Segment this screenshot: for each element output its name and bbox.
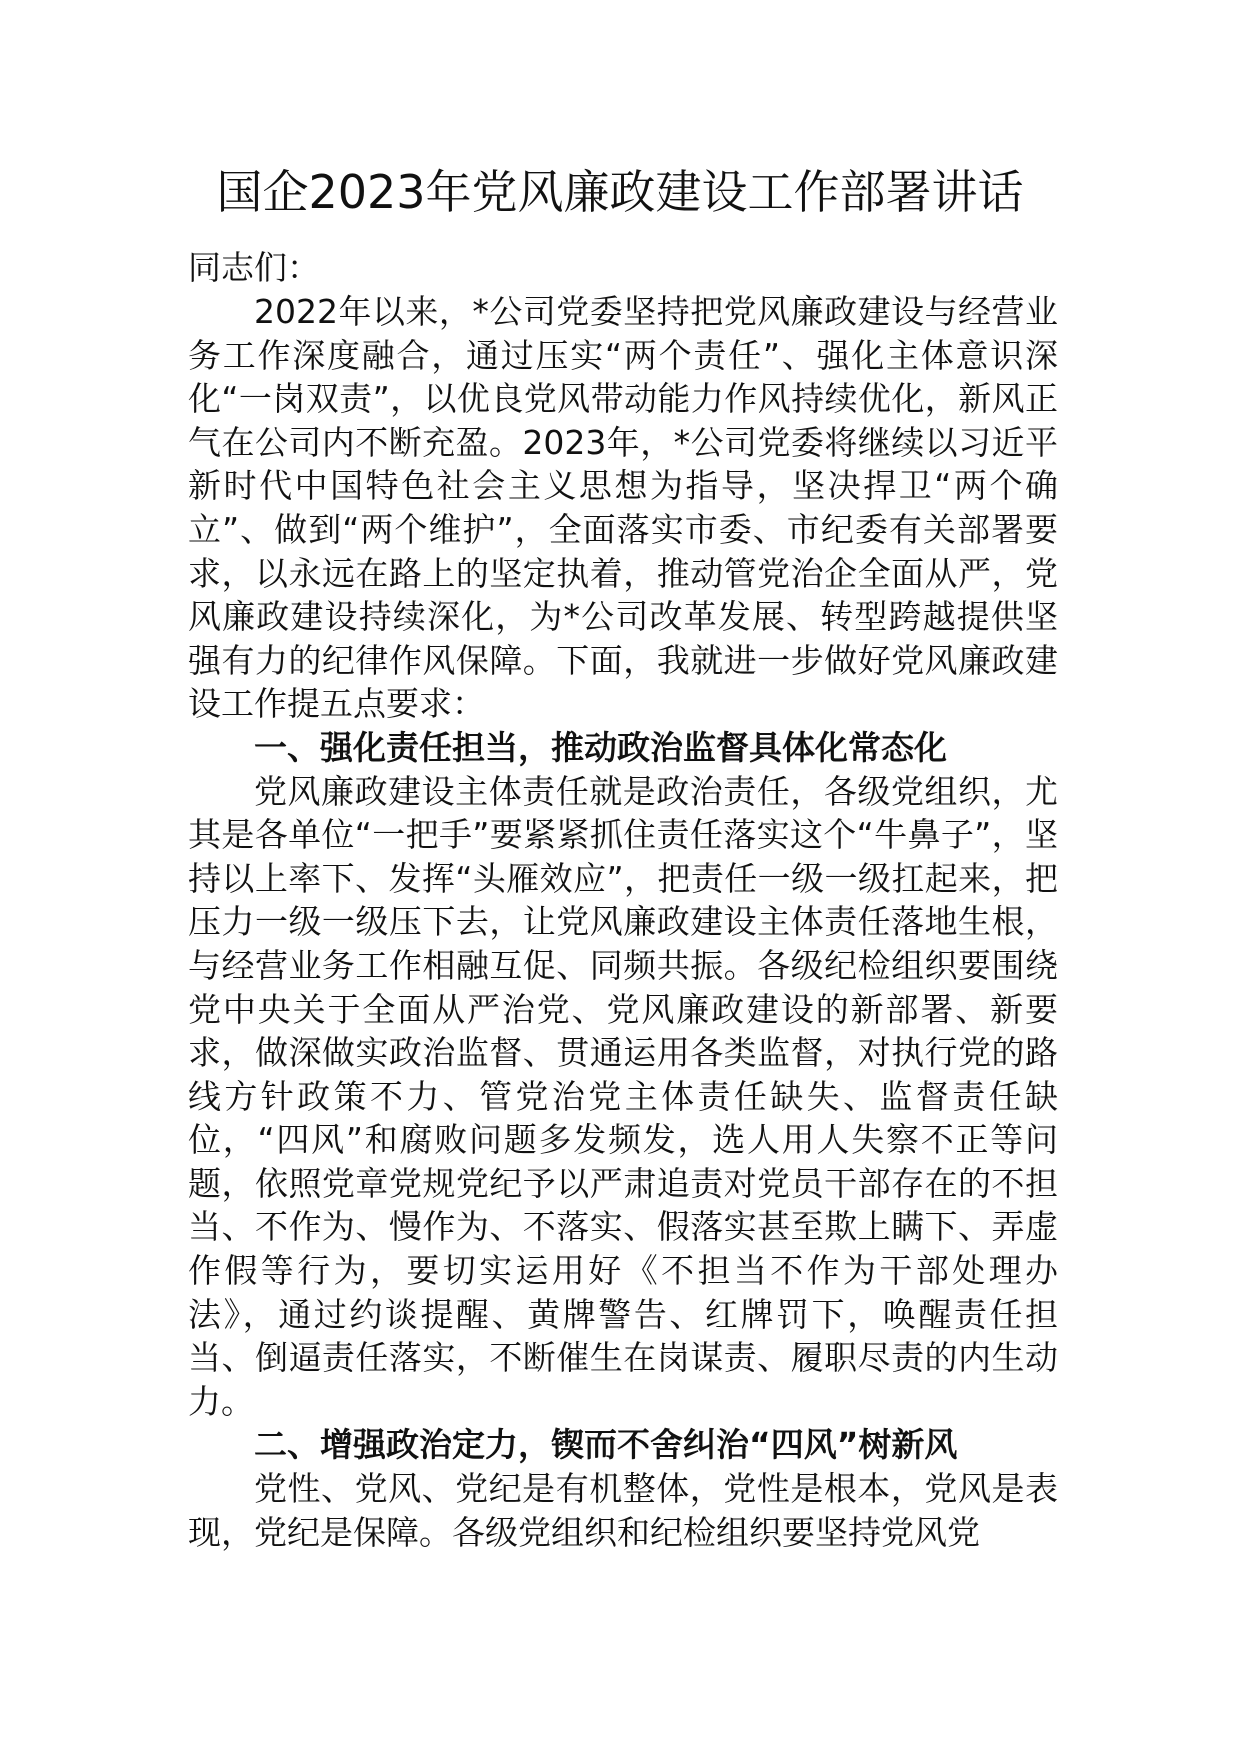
intro-paragraph: 2022年以来，*公司党委坚持把党风廉政建设与经营业务工作深度融合，通过压实“两个责任”、强化主体意识深化“一岗双责”，以优良党风带动能力作风持续优化，新风正气在公司内不断充盈。2023年，*公司党委将继续以习近平新时代中国特色社会主义思想为指导，坚决捍卫“两个确立”、做到“两个维护”，全面落实市委、市纪委有关部署要求，以永远在路上的坚定执着，推动管党治企全面从严，党风廉政建设持续深化，为*公司改革发展、转型跨越提供坚强有力的纪律作风保障。下面，我就进一步做好党风廉政建设工作提五点要求： (188, 292, 1058, 724)
salutation: 同志们： (188, 248, 320, 287)
section-1-paragraph: 党风廉政建设主体责任就是政治责任，各级党组织，尤其是各单位“一把手”要紧紧抓住责任落实这个“牛鼻子”，坚持以上率下、发挥“头雁效应”，把责任一级一级扛起来，把压力一级一级压下去，让党风廉政建设主体责任落地生根，与经营业务工作相融互促、同频共振。各级纪检组织要围绕党中央关于全面从严治党、党风廉政建设的新部署、新要求，做深做实政治监督、贯通运用各类监督，对执行党的路线方针政策不力、管党治党主体责任缺失、监督责任缺位，“四风”和腐败问题多发频发，选人用人失察不正等问题，依照党章党规党纪予以严肃追责对党员干部存在的不担当、不作为、慢作为、不落实、假落实甚至欺上瞒下、弄虚作假等行为，要切实运用好《不担当不作为干部处理办法》，通过约谈提醒、黄牌警告、红牌罚下，唤醒责任担当、倒逼责任落实，不断催生在岗谋责、履职尽责的内生动力。 (188, 771, 1058, 1421)
section-2-heading: 二、增强政治定力，锲而不舍纠治“四风”树新风 (254, 1425, 958, 1465)
document-body (188, 290, 1058, 1554)
section-2-paragraph: 党性、党风、党纪是有机整体，党性是根本，党风是表现，党纪是保障。各级党组织和纪检组织要坚持党风党 (188, 1469, 1058, 1552)
document-title: 国企2023年党风廉政建设工作部署讲话 (216, 165, 1024, 219)
section-1-heading: 一、强化责任担当，推动政治监督具体化常态化 (254, 727, 947, 767)
